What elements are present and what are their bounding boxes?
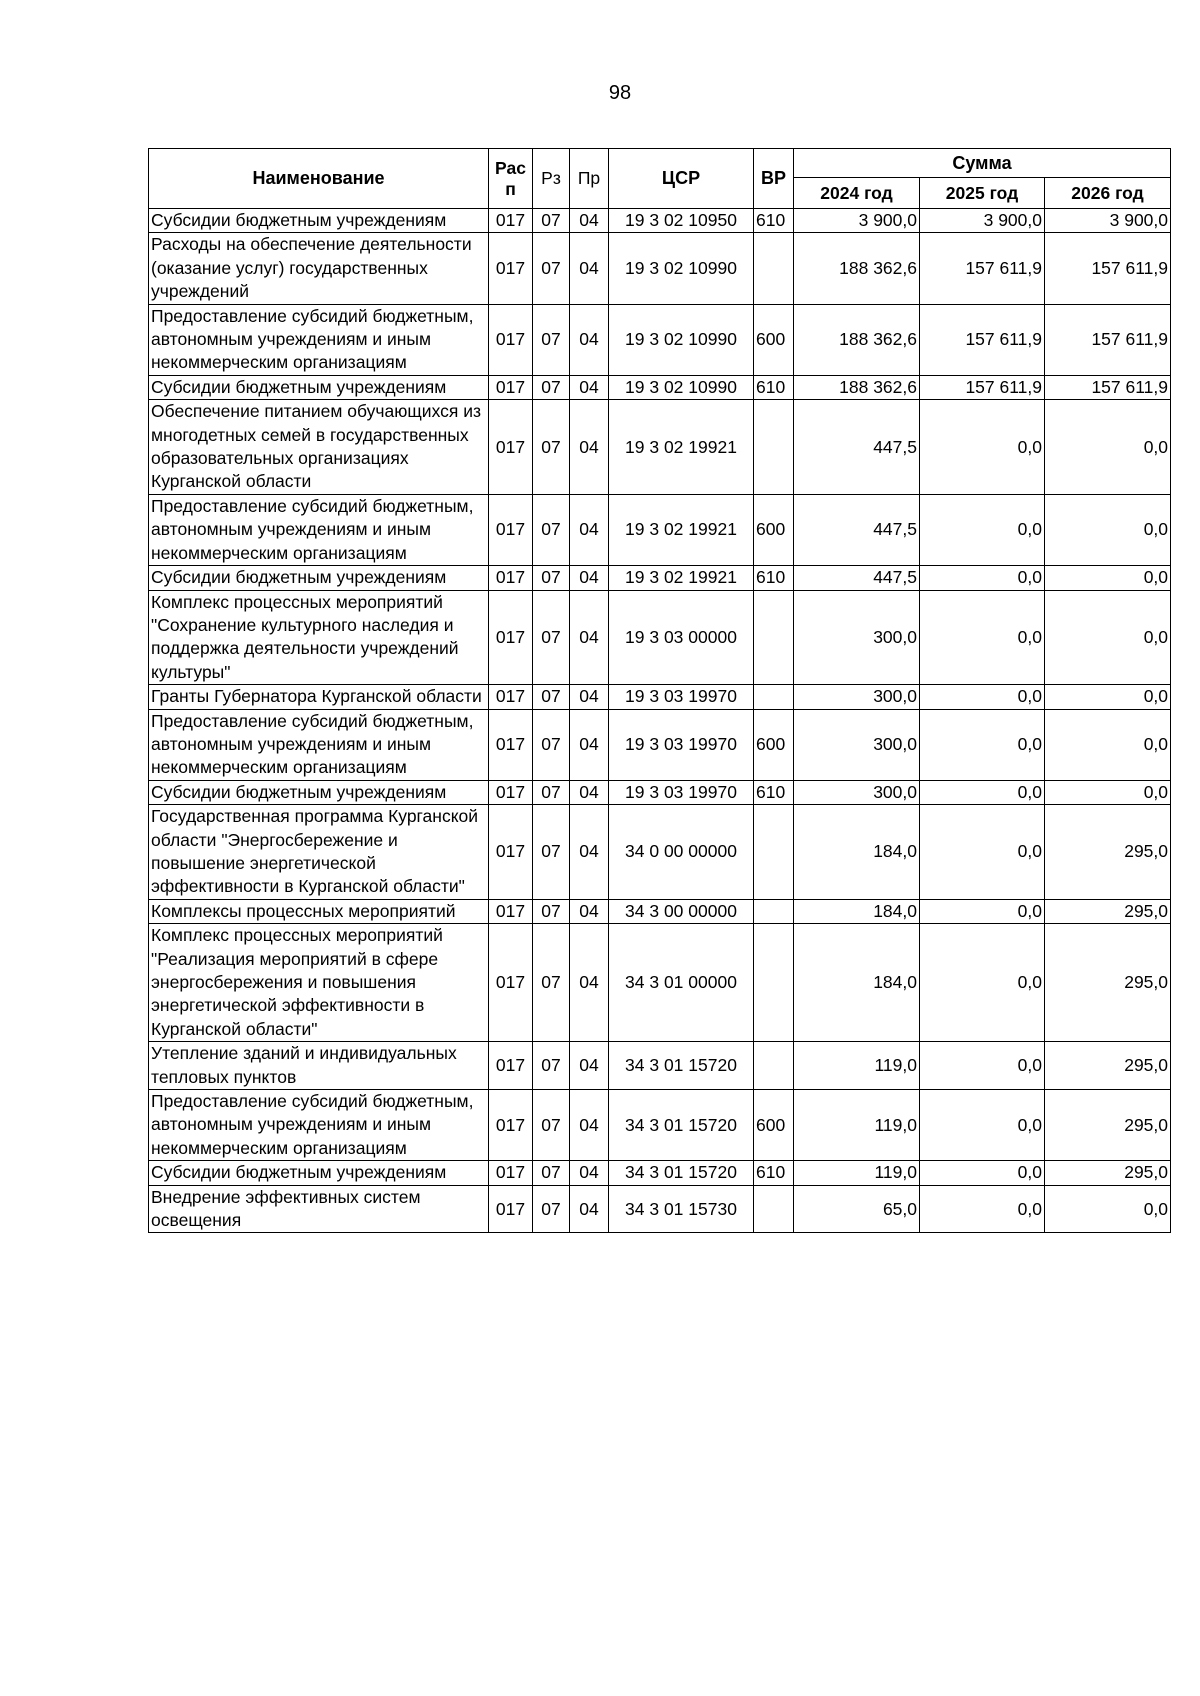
cell-2026: 0,0 bbox=[1045, 1185, 1171, 1233]
table-row bbox=[149, 709, 1171, 780]
cell-vr bbox=[754, 590, 794, 685]
cell-2024: 300,0 bbox=[794, 685, 920, 709]
cell-csr: 34 3 00 00000 bbox=[609, 899, 754, 923]
cell-rz: 07 bbox=[533, 1042, 570, 1090]
cell-2025: 0,0 bbox=[920, 1090, 1045, 1161]
header-year-2025: 2025 год bbox=[920, 178, 1045, 209]
cell-2024: 188 362,6 bbox=[794, 375, 920, 399]
cell-rz: 07 bbox=[533, 1185, 570, 1233]
cell-vr: 610 bbox=[754, 1161, 794, 1185]
cell-2026: 295,0 bbox=[1045, 805, 1171, 900]
cell-2024: 119,0 bbox=[794, 1090, 920, 1161]
cell-2026: 3 900,0 bbox=[1045, 209, 1171, 233]
cell-rasp: 017 bbox=[489, 924, 533, 1042]
cell-2025: 0,0 bbox=[920, 1161, 1045, 1185]
cell-vr bbox=[754, 899, 794, 923]
table-row bbox=[149, 899, 1171, 923]
cell-2026: 157 611,9 bbox=[1045, 375, 1171, 399]
cell-vr: 610 bbox=[754, 209, 794, 233]
cell-2026: 0,0 bbox=[1045, 494, 1171, 565]
cell-2025: 0,0 bbox=[920, 685, 1045, 709]
cell-csr: 34 3 01 00000 bbox=[609, 924, 754, 1042]
table-row bbox=[149, 1042, 1171, 1090]
cell-2024: 300,0 bbox=[794, 780, 920, 804]
cell-2026: 0,0 bbox=[1045, 590, 1171, 685]
table-row bbox=[149, 685, 1171, 709]
cell-rz: 07 bbox=[533, 494, 570, 565]
cell-2025: 0,0 bbox=[920, 780, 1045, 804]
cell-rz: 07 bbox=[533, 304, 570, 375]
cell-rz: 07 bbox=[533, 685, 570, 709]
cell-2024: 447,5 bbox=[794, 400, 920, 495]
cell-csr: 19 3 03 19970 bbox=[609, 709, 754, 780]
table-row bbox=[149, 1161, 1171, 1185]
cell-pr: 04 bbox=[570, 1042, 609, 1090]
cell-rasp: 017 bbox=[489, 1161, 533, 1185]
table-header bbox=[149, 149, 1171, 209]
cell-rz: 07 bbox=[533, 1090, 570, 1161]
cell-name: Субсидии бюджетным учреждениям bbox=[149, 375, 489, 399]
table-row bbox=[149, 1185, 1171, 1233]
cell-pr: 04 bbox=[570, 566, 609, 590]
cell-rasp: 017 bbox=[489, 304, 533, 375]
budget-table bbox=[148, 148, 1171, 1233]
table-row bbox=[149, 400, 1171, 495]
cell-vr: 610 bbox=[754, 780, 794, 804]
cell-pr: 04 bbox=[570, 709, 609, 780]
cell-pr: 04 bbox=[570, 209, 609, 233]
cell-rz: 07 bbox=[533, 590, 570, 685]
cell-vr bbox=[754, 924, 794, 1042]
cell-pr: 04 bbox=[570, 304, 609, 375]
cell-vr bbox=[754, 400, 794, 495]
cell-vr bbox=[754, 805, 794, 900]
cell-2026: 295,0 bbox=[1045, 924, 1171, 1042]
cell-2025: 0,0 bbox=[920, 400, 1045, 495]
cell-2024: 300,0 bbox=[794, 709, 920, 780]
cell-2024: 184,0 bbox=[794, 805, 920, 900]
cell-vr: 610 bbox=[754, 375, 794, 399]
table-row bbox=[149, 780, 1171, 804]
cell-pr: 04 bbox=[570, 494, 609, 565]
cell-rz: 07 bbox=[533, 805, 570, 900]
cell-2026: 157 611,9 bbox=[1045, 304, 1171, 375]
cell-2026: 157 611,9 bbox=[1045, 233, 1171, 304]
cell-name: Расходы на обеспечение деятельности (оказание услуг) государственных учреждений bbox=[149, 233, 489, 304]
cell-name: Комплексы процессных мероприятий bbox=[149, 899, 489, 923]
cell-2024: 447,5 bbox=[794, 494, 920, 565]
cell-2024: 188 362,6 bbox=[794, 233, 920, 304]
header-sum: Сумма bbox=[794, 149, 1171, 178]
cell-2024: 184,0 bbox=[794, 899, 920, 923]
cell-2026: 0,0 bbox=[1045, 566, 1171, 590]
cell-2025: 3 900,0 bbox=[920, 209, 1045, 233]
cell-name: Внедрение эффективных систем освещения bbox=[149, 1185, 489, 1233]
cell-vr: 600 bbox=[754, 494, 794, 565]
cell-2024: 188 362,6 bbox=[794, 304, 920, 375]
cell-rasp: 017 bbox=[489, 805, 533, 900]
table-row bbox=[149, 590, 1171, 685]
cell-name: Субсидии бюджетным учреждениям bbox=[149, 209, 489, 233]
cell-csr: 34 3 01 15720 bbox=[609, 1090, 754, 1161]
table-row bbox=[149, 494, 1171, 565]
cell-name: Предоставление субсидий бюджетным, автономным учреждениям и иным некоммерческим организациям bbox=[149, 709, 489, 780]
cell-rz: 07 bbox=[533, 566, 570, 590]
cell-rz: 07 bbox=[533, 233, 570, 304]
table-row bbox=[149, 1090, 1171, 1161]
cell-2025: 0,0 bbox=[920, 590, 1045, 685]
header-year-2026: 2026 год bbox=[1045, 178, 1171, 209]
cell-vr: 600 bbox=[754, 709, 794, 780]
cell-csr: 34 3 01 15730 bbox=[609, 1185, 754, 1233]
cell-rasp: 017 bbox=[489, 1090, 533, 1161]
cell-pr: 04 bbox=[570, 685, 609, 709]
table-row bbox=[149, 375, 1171, 399]
cell-2025: 0,0 bbox=[920, 1042, 1045, 1090]
header-pr: Пр bbox=[570, 149, 609, 209]
header-csr: ЦСР bbox=[609, 149, 754, 209]
cell-2025: 157 611,9 bbox=[920, 233, 1045, 304]
cell-rz: 07 bbox=[533, 780, 570, 804]
cell-2025: 0,0 bbox=[920, 805, 1045, 900]
table-row bbox=[149, 924, 1171, 1042]
table-row bbox=[149, 209, 1171, 233]
cell-rasp: 017 bbox=[489, 709, 533, 780]
cell-pr: 04 bbox=[570, 1090, 609, 1161]
cell-rasp: 017 bbox=[489, 209, 533, 233]
header-year-2024: 2024 год bbox=[794, 178, 920, 209]
cell-rasp: 017 bbox=[489, 494, 533, 565]
table-row bbox=[149, 304, 1171, 375]
cell-csr: 19 3 02 19921 bbox=[609, 494, 754, 565]
cell-pr: 04 bbox=[570, 899, 609, 923]
cell-2026: 0,0 bbox=[1045, 709, 1171, 780]
table-row bbox=[149, 233, 1171, 304]
table-row bbox=[149, 566, 1171, 590]
cell-rasp: 017 bbox=[489, 400, 533, 495]
cell-name: Обеспечение питанием обучающихся из многодетных семей в государственных образовательных организациях Курганской области bbox=[149, 400, 489, 495]
cell-rz: 07 bbox=[533, 375, 570, 399]
cell-2025: 157 611,9 bbox=[920, 375, 1045, 399]
cell-vr bbox=[754, 233, 794, 304]
cell-rz: 07 bbox=[533, 709, 570, 780]
cell-pr: 04 bbox=[570, 924, 609, 1042]
cell-pr: 04 bbox=[570, 805, 609, 900]
cell-csr: 34 3 01 15720 bbox=[609, 1161, 754, 1185]
page-number: 98 bbox=[608, 82, 632, 104]
cell-vr: 610 bbox=[754, 566, 794, 590]
cell-name: Субсидии бюджетным учреждениям bbox=[149, 780, 489, 804]
cell-2024: 184,0 bbox=[794, 924, 920, 1042]
cell-2024: 65,0 bbox=[794, 1185, 920, 1233]
cell-2026: 0,0 bbox=[1045, 685, 1171, 709]
cell-2026: 295,0 bbox=[1045, 899, 1171, 923]
cell-2024: 447,5 bbox=[794, 566, 920, 590]
header-name: Наименование bbox=[149, 149, 489, 209]
cell-vr bbox=[754, 685, 794, 709]
cell-name: Государственная программа Курганской области "Энергосбережение и повышение энергетической эффективности в Курганской области" bbox=[149, 805, 489, 900]
cell-csr: 19 3 02 19921 bbox=[609, 566, 754, 590]
cell-rasp: 017 bbox=[489, 685, 533, 709]
cell-2026: 0,0 bbox=[1045, 780, 1171, 804]
cell-vr bbox=[754, 1185, 794, 1233]
cell-rz: 07 bbox=[533, 899, 570, 923]
cell-pr: 04 bbox=[570, 1161, 609, 1185]
cell-rasp: 017 bbox=[489, 1185, 533, 1233]
cell-rasp: 017 bbox=[489, 899, 533, 923]
header-rasp: Рас п bbox=[489, 149, 533, 209]
cell-csr: 19 3 02 19921 bbox=[609, 400, 754, 495]
cell-pr: 04 bbox=[570, 375, 609, 399]
cell-vr bbox=[754, 1042, 794, 1090]
cell-2025: 157 611,9 bbox=[920, 304, 1045, 375]
cell-name: Комплекс процессных мероприятий "Реализация мероприятий в сфере энергосбережения и повышения энергетической эффективности в Курганской области" bbox=[149, 924, 489, 1042]
cell-csr: 19 3 03 00000 bbox=[609, 590, 754, 685]
cell-2025: 0,0 bbox=[920, 709, 1045, 780]
cell-2025: 0,0 bbox=[920, 899, 1045, 923]
cell-2024: 3 900,0 bbox=[794, 209, 920, 233]
cell-pr: 04 bbox=[570, 1185, 609, 1233]
cell-csr: 19 3 02 10990 bbox=[609, 375, 754, 399]
cell-pr: 04 bbox=[570, 780, 609, 804]
cell-2024: 119,0 bbox=[794, 1042, 920, 1090]
cell-name: Предоставление субсидий бюджетным, автономным учреждениям и иным некоммерческим организациям bbox=[149, 304, 489, 375]
cell-2024: 119,0 bbox=[794, 1161, 920, 1185]
cell-name: Предоставление субсидий бюджетным, автономным учреждениям и иным некоммерческим организациям bbox=[149, 1090, 489, 1161]
cell-2025: 0,0 bbox=[920, 1185, 1045, 1233]
cell-csr: 19 3 02 10990 bbox=[609, 233, 754, 304]
cell-name: Гранты Губернатора Курганской области bbox=[149, 685, 489, 709]
header-rz: Рз bbox=[533, 149, 570, 209]
cell-rasp: 017 bbox=[489, 590, 533, 685]
cell-2025: 0,0 bbox=[920, 566, 1045, 590]
cell-name: Предоставление субсидий бюджетным, автономным учреждениям и иным некоммерческим организациям bbox=[149, 494, 489, 565]
cell-2025: 0,0 bbox=[920, 494, 1045, 565]
cell-pr: 04 bbox=[570, 590, 609, 685]
table-row bbox=[149, 805, 1171, 900]
cell-vr: 600 bbox=[754, 304, 794, 375]
cell-csr: 34 3 01 15720 bbox=[609, 1042, 754, 1090]
cell-rz: 07 bbox=[533, 1161, 570, 1185]
cell-csr: 19 3 03 19970 bbox=[609, 685, 754, 709]
cell-rasp: 017 bbox=[489, 1042, 533, 1090]
cell-rz: 07 bbox=[533, 400, 570, 495]
cell-csr: 19 3 02 10990 bbox=[609, 304, 754, 375]
cell-2026: 295,0 bbox=[1045, 1161, 1171, 1185]
cell-rasp: 017 bbox=[489, 566, 533, 590]
cell-2026: 295,0 bbox=[1045, 1042, 1171, 1090]
cell-rasp: 017 bbox=[489, 375, 533, 399]
cell-2024: 300,0 bbox=[794, 590, 920, 685]
cell-rz: 07 bbox=[533, 924, 570, 1042]
cell-name: Субсидии бюджетным учреждениям bbox=[149, 1161, 489, 1185]
cell-name: Комплекс процессных мероприятий "Сохранение культурного наследия и поддержка деятельности учреждений культуры" bbox=[149, 590, 489, 685]
cell-rz: 07 bbox=[533, 209, 570, 233]
cell-name: Утепление зданий и индивидуальных тепловых пунктов bbox=[149, 1042, 489, 1090]
cell-csr: 19 3 03 19970 bbox=[609, 780, 754, 804]
cell-rasp: 017 bbox=[489, 780, 533, 804]
table-body bbox=[149, 209, 1171, 1233]
cell-name: Субсидии бюджетным учреждениям bbox=[149, 566, 489, 590]
cell-pr: 04 bbox=[570, 233, 609, 304]
cell-csr: 19 3 02 10950 bbox=[609, 209, 754, 233]
cell-vr: 600 bbox=[754, 1090, 794, 1161]
cell-2025: 0,0 bbox=[920, 924, 1045, 1042]
cell-2026: 295,0 bbox=[1045, 1090, 1171, 1161]
header-vr: ВР bbox=[754, 149, 794, 209]
cell-pr: 04 bbox=[570, 400, 609, 495]
cell-csr: 34 0 00 00000 bbox=[609, 805, 754, 900]
cell-2026: 0,0 bbox=[1045, 400, 1171, 495]
cell-rasp: 017 bbox=[489, 233, 533, 304]
